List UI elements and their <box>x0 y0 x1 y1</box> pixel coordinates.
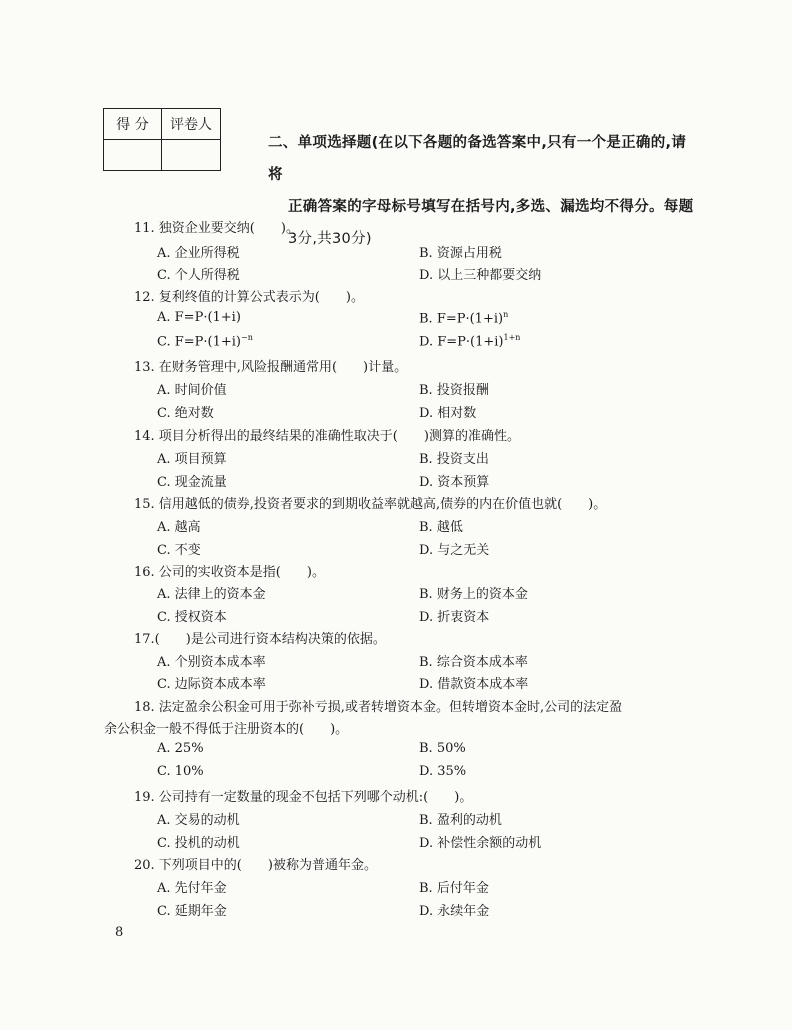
q12-option-c <box>157 333 253 349</box>
q13-option-a: A. 时间价值 <box>157 383 227 398</box>
section-title-line2: 正确答案的字母标号填写在括号内,多选、漏选均不得分。每题 <box>288 199 694 215</box>
section-title-line3: 3分,共30分) <box>288 231 372 247</box>
question-12: 12. 复利终值的计算公式表示为( )。 <box>134 290 364 305</box>
q16-option-c: C. 授权资本 <box>157 610 227 625</box>
q20-option-a: A. 先付年金 <box>157 881 227 896</box>
q18-option-c: C. 10% <box>157 764 204 779</box>
q18-option-b: B. 50% <box>419 741 466 756</box>
q14-option-d: D. 资本预算 <box>419 475 490 490</box>
question-11: 11. 独资企业要交纳( )。 <box>134 221 299 236</box>
question-13: 13. 在财务管理中,风险报酬通常用( )计量。 <box>134 360 408 375</box>
q19-option-c: C. 投机的动机 <box>157 836 240 851</box>
q11-option-c: C. 个人所得税 <box>157 268 240 283</box>
q12-option-d-text: D. F=P·(1+i) <box>419 334 504 350</box>
q18-option-d: D. 35% <box>419 764 467 779</box>
q16-option-b: B. 财务上的资本金 <box>419 587 528 602</box>
question-15: 15. 信用越低的债券,投资者要求的到期收益率就越高,债券的内在价值也就( )。 <box>134 497 607 512</box>
q17-option-c: C. 边际资本成本率 <box>157 677 266 692</box>
q18-option-a: A. 25% <box>157 741 204 756</box>
q16-option-d: D. 折衷资本 <box>419 610 490 625</box>
grader-cell <box>162 140 221 171</box>
q17-option-d: D. 借款资本成本率 <box>419 677 529 692</box>
question-18-cont: 余公积金一般不得低于注册资本的( )。 <box>104 722 349 737</box>
q12-option-b-exp: n <box>503 310 509 319</box>
q12-option-c-exp: −n <box>241 333 253 342</box>
q12-option-c-text: C. F=P·(1+i) <box>157 334 242 350</box>
q15-option-b: B. 越低 <box>419 520 463 535</box>
grader-header: 评卷人 <box>162 109 221 140</box>
question-16: 16. 公司的实收资本是指( )。 <box>134 565 325 580</box>
question-20: 20. 下列项目中的( )被称为普通年金。 <box>134 858 377 873</box>
q15-option-c: C. 不变 <box>157 543 201 558</box>
q13-option-b: B. 投资报酬 <box>419 383 489 398</box>
q12-option-b <box>419 310 508 326</box>
q20-option-d: D. 永续年金 <box>419 904 490 919</box>
q11-option-d: D. 以上三种都要交纳 <box>419 268 542 283</box>
question-14: 14. 项目分析得出的最终结果的准确性取决于( )测算的准确性。 <box>134 429 520 444</box>
q15-option-d: D. 与之无关 <box>419 543 490 558</box>
q14-option-a: A. 项目预算 <box>157 452 227 467</box>
q20-option-c: C. 延期年金 <box>157 904 227 919</box>
q17-option-b: B. 综合资本成本率 <box>419 655 528 670</box>
score-header: 得 分 <box>104 109 162 140</box>
q17-option-a: A. 个别资本成本率 <box>157 655 266 670</box>
q15-option-a: A. 越高 <box>157 520 201 535</box>
page-number: 8 <box>115 925 124 940</box>
score-box <box>103 108 221 171</box>
q19-option-a: A. 交易的动机 <box>157 813 240 828</box>
q13-option-c: C. 绝对数 <box>157 406 214 421</box>
question-19: 19. 公司持有一定数量的现金不包括下列哪个动机:( )。 <box>134 790 473 805</box>
q11-option-a: A. 企业所得税 <box>157 246 240 261</box>
q12-option-d <box>419 333 520 349</box>
section-title <box>268 127 698 255</box>
q12-option-b-text: B. F=P·(1+i) <box>419 311 504 327</box>
question-17: 17.( )是公司进行资本结构决策的依据。 <box>134 632 386 647</box>
question-18: 18. 法定盈余公积金可用于弥补亏损,或者转增资本金。但转增资本金时,公司的法定盈 <box>134 700 623 715</box>
score-cell <box>104 140 162 171</box>
q14-option-c: C. 现金流量 <box>157 475 227 490</box>
q13-option-d: D. 相对数 <box>419 406 477 421</box>
q11-option-b: B. 资源占用税 <box>419 246 502 261</box>
q19-option-d: D. 补偿性余额的动机 <box>419 836 542 851</box>
q16-option-a: A. 法律上的资本金 <box>157 587 266 602</box>
q12-option-a: A. F=P·(1+i) <box>157 310 241 325</box>
section-title-line1: 二、单项选择题(在以下各题的备选答案中,只有一个是正确的,请将 <box>268 135 687 183</box>
q12-option-d-exp: 1+n <box>503 333 521 342</box>
q19-option-b: B. 盈利的动机 <box>419 813 502 828</box>
q14-option-b: B. 投资支出 <box>419 452 489 467</box>
q20-option-b: B. 后付年金 <box>419 881 489 896</box>
